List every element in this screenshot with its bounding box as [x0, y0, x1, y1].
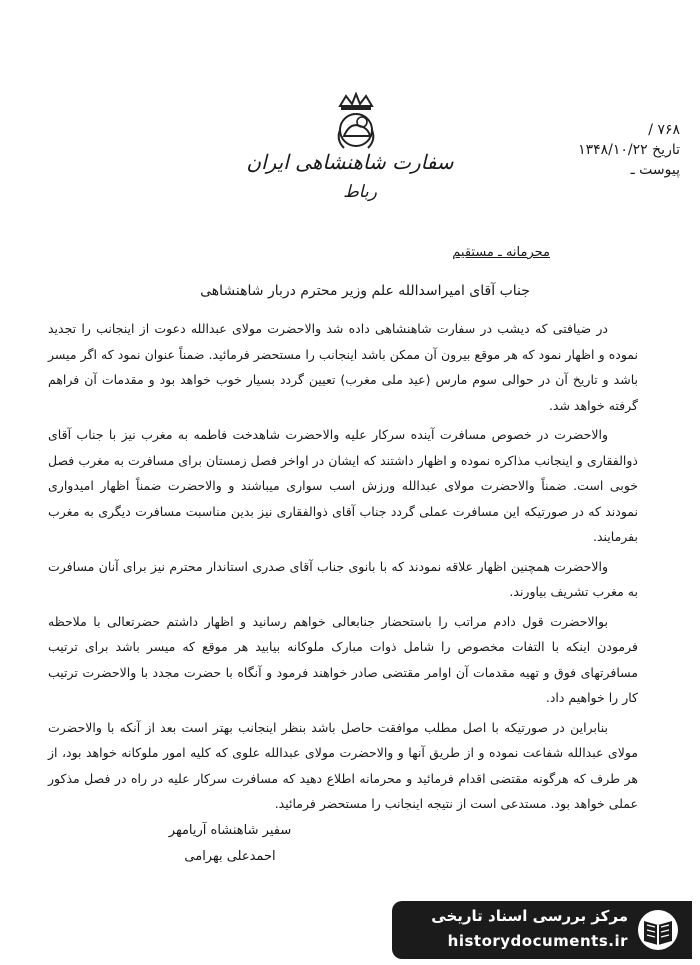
- signer-name: احمدعلی بهرامی: [184, 849, 276, 864]
- reference-meta: [540, 120, 680, 180]
- addressee-line: جناب آقای امیراسدالله علم وزیر محترم دربار شاهنشاهی: [200, 283, 530, 299]
- signer-title: سفیر شاهنشاه آریامهر: [168, 823, 292, 838]
- lion-and-sun-crown-icon: [330, 92, 382, 152]
- paragraph: والاحضرت همچنین اظهار علاقه نمودند که با بانوی جناب آقای صدری استاندار محترم نیز برای آنان مسافرت به مغرب تشریف بیاورند.: [48, 558, 638, 599]
- open-book-icon: [636, 909, 680, 951]
- letter-body: [48, 316, 638, 821]
- paragraph: بوالاحضرت قول دادم مراتب را باستحضار جنابعالی خواهم رسانید و اظهار داشتم حضرتعالی با ملاحظه فرمودن اینکه با التفات مخصوص را شامل ذوات مبارک ملوکانه بیابید هر موقع که میسر باشد برای ترتیب مسافرتهای فوق و تهیه مقدمات آن اوامر مقتضی صادر خواهند فرمود و آنگاه با حضرت مجدد با والاحضرت ترتیب کار را خواهیم داد.: [48, 613, 638, 705]
- paragraph: والاحضرت در خصوص مسافرت آینده سرکار علیه والاحضرت شاهدخت فاطمه به مغرب نیز با جناب آقای ذوالفقاری و اینجانب مذاکره نموده و اظهار داشتند که ایشان در اواخر فصل زمستان برای مسافرت به مغرب فصل خوبی است. ضمناً والاحضرت مولای عبدالله ورزش اسب سواری میباشند و والاحضرت ضمناً اظهار امیدواری نمودند که در صورتیکه این مسافرت عملی گردد جناب آقای ذوالفقاری نیز بدین مناسبت مسافرت دیگری به مغرب بفرمایند.: [48, 427, 638, 544]
- embassy-title: سفارت شاهنشاهی ایران: [246, 150, 454, 174]
- paragraph: بنابراین در صورتیکه با اصل مطلب موافقت حاصل باشد بنظر اینجانب بهتر است بعد از آنکه با والاحضرت مولای عبدالله شفاعت نموده و از طریق آنها و والاحضرت مولای عبدالله علوی که کلیه امور ملوکانه خواهد بود، از هر طرف که هرگونه مقتضی اقدام فرمائید و محرمانه اطلاع دهید که مسافرت سرکار علیه در راه در فصل مذکور عملی خواهد بود. مستدعی است از نتیجه اینجانب را مستحضر فرمائید.: [48, 719, 638, 811]
- signature-block: [110, 818, 350, 870]
- archive-watermark: [392, 901, 692, 959]
- reference-date: تاریخ ۱۳۴۸/۱۰/۲۲: [578, 142, 680, 158]
- paragraph: در ضیافتی که دیشب در سفارت شاهنشاهی داده شد والاحضرت مولای عبدالله دعوت از اینجانب را تجدید نموده و اظهار نمود که هر موقع بیرون آن ممکن باشد اینجانب را مستحضر فرمائید. ضمناً عنوان نمود که اگر میسر باشد و تاریخ آن در حوالی سوم مارس (عید ملی مغرب) تعیین گردد بسیار خوب خواهد بود و مقدمات آن فراهم گرفته خواهد شد.: [48, 321, 638, 413]
- archive-org-name: مرکز بررسی اسناد تاریخی: [431, 907, 628, 925]
- archive-site-url: historydocuments.ir: [447, 932, 628, 950]
- reference-attachment: پیوست ـ: [630, 162, 680, 178]
- reference-number: ۷۶۸ /: [648, 122, 680, 138]
- classification-label: محرمانه ـ مستقیم: [452, 245, 550, 260]
- embassy-city: رباط: [343, 182, 377, 202]
